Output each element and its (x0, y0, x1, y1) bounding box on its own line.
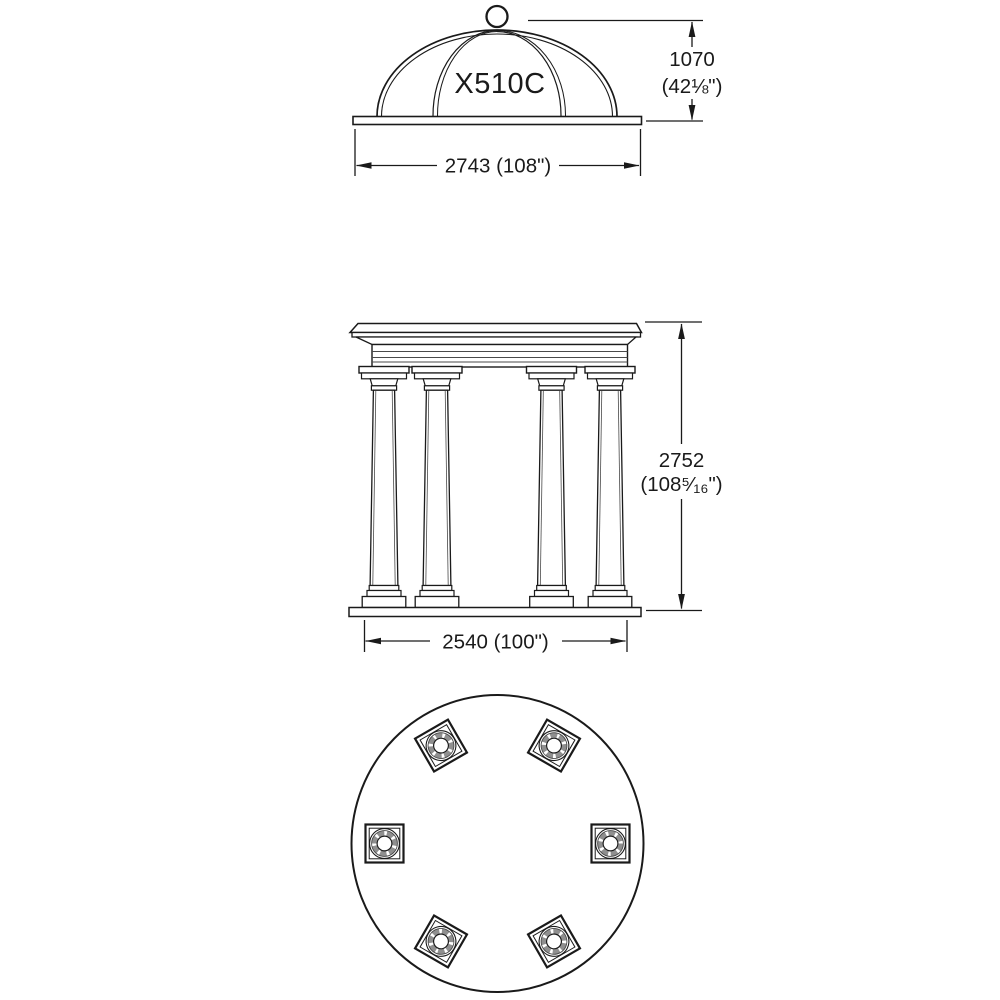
structure-height-dimension (640, 322, 722, 611)
entablature (350, 324, 642, 368)
dimension-arrow-left (356, 162, 372, 168)
dimension-arrow-right (624, 162, 640, 168)
dimension-arrow-left (366, 638, 382, 644)
dome-base-plate (353, 117, 642, 125)
dimension-arrow-up (689, 22, 696, 38)
base-pad-right (592, 825, 630, 863)
structure-width-label: 2540 (100") (442, 630, 549, 654)
dome-height-in: (42⅛") (661, 75, 723, 98)
structure-elevation-view (349, 322, 723, 654)
dome-elevation-view (353, 6, 722, 178)
dimension-arrow-up (678, 324, 685, 340)
model-label: X510C (454, 68, 546, 100)
finial-ball (487, 6, 508, 27)
column-3 (527, 367, 577, 608)
dome-height-mm: 1070 (669, 48, 715, 71)
base-pad-left (366, 825, 404, 863)
dome-width-dimension (355, 129, 641, 178)
floor-plate (349, 608, 641, 617)
dome-height-dimension (528, 21, 722, 122)
dimension-arrow-down (678, 594, 685, 610)
structure-width-dimension (365, 620, 628, 654)
structure-height-in: (108⁵⁄₁₆") (640, 473, 723, 496)
dome-width-label: 2743 (108") (444, 154, 552, 178)
dimension-arrow-down (689, 105, 696, 121)
column-2 (412, 367, 462, 608)
structure-height-mm: 2752 (658, 449, 705, 472)
plan-view (352, 695, 644, 992)
column-1 (359, 367, 409, 608)
dimension-arrow-right (611, 638, 627, 644)
column-4 (585, 367, 635, 608)
